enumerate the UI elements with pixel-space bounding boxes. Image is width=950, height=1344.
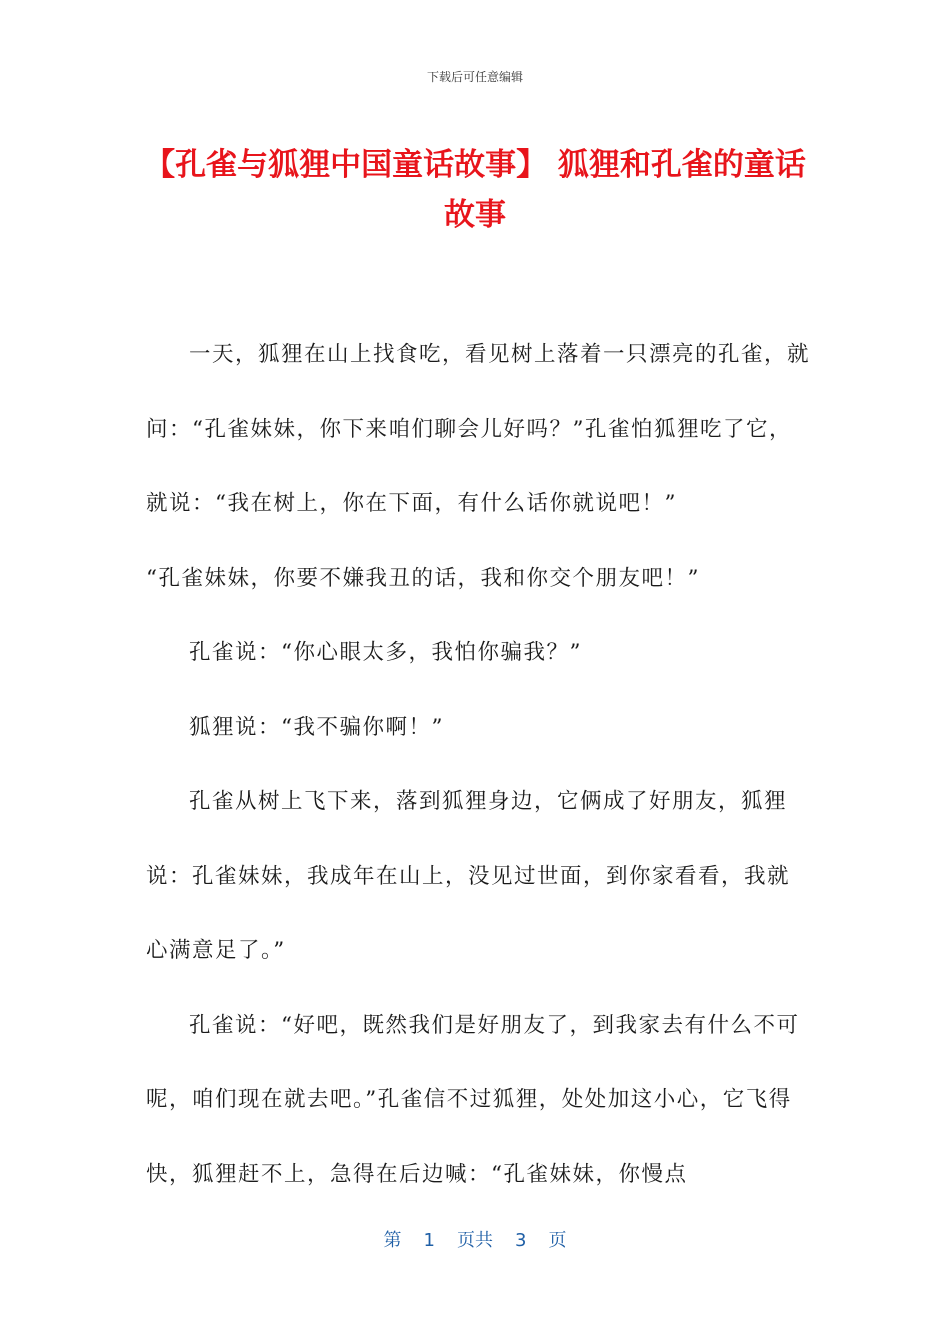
footer-page-number: 1 <box>423 1230 435 1251</box>
document-title: 【孔雀与狐狸中国童话故事】 狐狸和孔雀的童话故事 <box>144 147 806 233</box>
footer-prefix: 第 <box>383 1230 402 1251</box>
paragraph: 孔雀从树上飞下来，落到狐狸身边，它俩成了好朋友，狐狸说：孔雀妹妹，我成年在山上，没见过世面，到你家看看，我就心满意足了。” <box>146 789 791 963</box>
paragraph: “孔雀妹妹，你要不嫌我丑的话，我和你交个朋友吧！” <box>146 565 700 591</box>
footer-middle: 页共 <box>457 1230 493 1251</box>
paragraph: 狐狸说：“我不骗你啊！” <box>189 714 444 740</box>
paragraph: 一天，狐狸在山上找食吃，看见树上落着一只漂亮的孔雀，就问：“孔雀妹妹，你下来咱们聊会儿好吗？”孔雀怕狐狸吃了它，就说：“我在树上，你在下面，有什么话你就说吧！” <box>146 342 811 516</box>
paragraph: 孔雀说：“你心眼太多，我怕你骗我？” <box>189 640 582 665</box>
document-body <box>146 318 810 1212</box>
footer-total-pages: 3 <box>515 1230 527 1251</box>
footer-suffix: 页 <box>548 1230 567 1251</box>
page-footer <box>0 1226 950 1252</box>
header-note: 下载后可任意编辑 <box>426 70 523 84</box>
paragraph: 孔雀说：“好吧，既然我们是好朋友了，到我家去有什么不可呢，咱们现在就去吧。”孔雀信不过狐狸，处处加这小心，它飞得快，狐狸赶不上，急得在后边喊：“孔雀妹妹，你慢点 <box>146 1012 800 1187</box>
